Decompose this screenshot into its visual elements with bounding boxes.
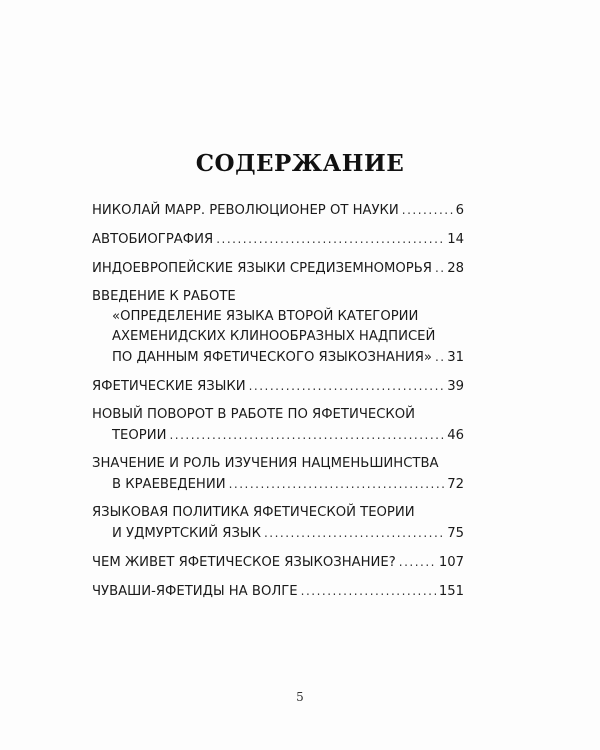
- dot-leader: [435, 258, 444, 278]
- toc-entry: [92, 454, 464, 495]
- dot-leader: [399, 552, 436, 572]
- toc-page-number: 151: [438, 584, 464, 599]
- toc-entry-title: В КРАЕВЕДЕНИИ: [112, 477, 226, 492]
- toc-page-number: 28: [447, 261, 464, 276]
- toc-entry-title: ЯЗЫКОВАЯ ПОЛИТИКА ЯФЕТИЧЕСКОЙ ТЕОРИИ: [92, 505, 415, 520]
- toc-entry: [92, 503, 464, 544]
- toc-entry-line: [92, 376, 464, 397]
- toc-entry-title: ТЕОРИИ: [112, 428, 167, 443]
- toc-entry-line: [92, 581, 464, 602]
- page-title: СОДЕРЖАНИЕ: [195, 150, 405, 177]
- page-number: 5: [296, 690, 304, 704]
- toc-page-number: 31: [447, 350, 464, 365]
- toc-entry-line: [92, 327, 464, 347]
- toc-page-number: 14: [447, 232, 464, 247]
- toc-page-number: 6: [455, 203, 464, 218]
- toc-entry-line: [92, 405, 464, 425]
- toc-entry-line: [92, 229, 464, 250]
- toc-entry-line: [92, 200, 464, 221]
- toc-entry: [92, 200, 464, 221]
- toc-entry: [92, 287, 464, 368]
- toc-entry-title: И УДМУРТСКИЙ ЯЗЫК: [112, 526, 261, 541]
- toc-entry-line: [92, 474, 464, 495]
- dot-leader: [229, 474, 445, 494]
- toc-entry-line: [92, 287, 464, 307]
- toc-entry-title: НОВЫЙ ПОВОРОТ В РАБОТЕ ПО ЯФЕТИЧЕСКОЙ: [92, 407, 416, 422]
- dot-leader: [402, 200, 453, 220]
- dot-leader: [264, 523, 444, 543]
- toc-entry-line: [92, 454, 464, 474]
- toc-entry-title: ЧЕМ ЖИВЕТ ЯФЕТИЧЕСКОЕ ЯЗЫКОЗНАНИЕ?: [92, 555, 396, 570]
- toc-entry-line: [92, 347, 464, 368]
- toc-page-number: 39: [447, 379, 464, 394]
- toc-entry-title: АХЕМЕНИДСКИХ КЛИНООБРАЗНЫХ НАДПИСЕЙ: [112, 329, 436, 344]
- toc-page-number: 72: [447, 477, 464, 492]
- toc-page-number: 46: [447, 428, 464, 443]
- toc-entry: [92, 258, 464, 279]
- toc-entry-line: [92, 503, 464, 523]
- toc-entry: [92, 581, 464, 602]
- dot-leader: [169, 425, 444, 445]
- toc-entry-line: [92, 258, 464, 279]
- toc-entry-title: АВТОБИОГРАФИЯ: [92, 232, 214, 247]
- dot-leader: [249, 376, 445, 396]
- table-of-contents: [92, 200, 464, 610]
- toc-page-number: 107: [438, 555, 464, 570]
- dot-leader: [216, 229, 444, 249]
- toc-entry: [92, 552, 464, 573]
- toc-entry-line: [92, 552, 464, 573]
- toc-entry: [92, 405, 464, 446]
- toc-entry-title: «ОПРЕДЕЛЕНИЕ ЯЗЫКА ВТОРОЙ КАТЕГОРИИ: [112, 309, 419, 324]
- toc-entry-title: ЧУВАШИ-ЯФЕТИДЫ НА ВОЛГЕ: [92, 584, 298, 599]
- toc-entry-title: ЗНАЧЕНИЕ И РОЛЬ ИЗУЧЕНИЯ НАЦМЕНЬШИНСТВА: [92, 456, 439, 471]
- toc-entry-title: НИКОЛАЙ МАРР. РЕВОЛЮЦИОНЕР ОТ НАУКИ: [92, 203, 399, 218]
- toc-entry-title: ВВЕДЕНИЕ К РАБОТЕ: [92, 289, 236, 304]
- toc-entry-title: ЯФЕТИЧЕСКИЕ ЯЗЫКИ: [92, 379, 246, 394]
- toc-entry: [92, 376, 464, 397]
- toc-entry-line: [92, 523, 464, 544]
- toc-entry-line: [92, 307, 464, 327]
- toc-entry: [92, 229, 464, 250]
- dot-leader: [435, 347, 444, 367]
- dot-leader: [301, 581, 436, 601]
- toc-entry-title: ИНДОЕВРОПЕЙСКИЕ ЯЗЫКИ СРЕДИЗЕМНОМОРЬЯ: [92, 261, 432, 276]
- toc-page-number: 75: [447, 526, 464, 541]
- toc-entry-title: ПО ДАННЫМ ЯФЕТИЧЕСКОГО ЯЗЫКОЗНАНИЯ»: [112, 350, 432, 365]
- toc-entry-line: [92, 425, 464, 446]
